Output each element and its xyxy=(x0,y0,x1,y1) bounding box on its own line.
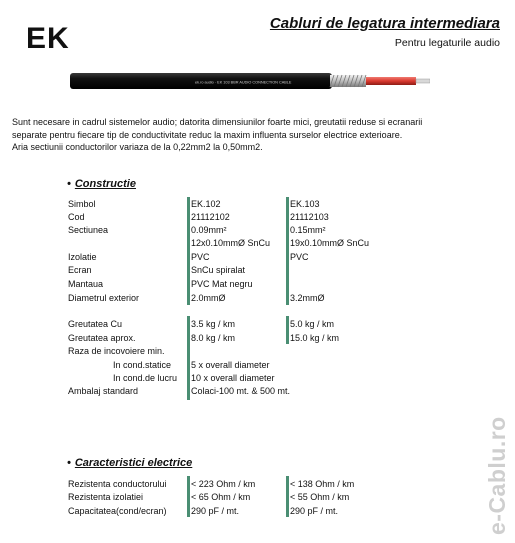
page-subtitle: Pentru legaturile audio xyxy=(394,37,500,49)
brand-logo: EK xyxy=(26,22,70,55)
column-divider xyxy=(187,476,190,517)
cable-conductor xyxy=(416,79,430,83)
svg-text:ek.ro audio · EK 103 BBR AUDIO: ek.ro audio · EK 103 BBR AUDIO CONNECTION CABLE xyxy=(195,80,292,85)
electrical-heading: • Caracteristici electrice xyxy=(67,457,193,469)
cable-illustration xyxy=(70,70,430,92)
site-watermark: e-Cablu.ro xyxy=(484,416,510,535)
page-title: Cabluri de legatura intermediara xyxy=(269,15,500,32)
column-divider xyxy=(286,197,289,305)
column-divider xyxy=(286,476,289,517)
construction-heading: • Constructie xyxy=(67,178,136,190)
column-divider xyxy=(286,316,289,344)
intro-text: Sunt necesare in cadrul sistemelor audio; datorita dimensiunilor foarte mici, greutatii reduse si ecranarii separate pentru fiecare tip de conductivitate reduc la maxim influenta surselor electrice exterioare. Aria sectiunii conductorilor variaza de la 0,22mm2 la 0,50mm2. xyxy=(12,117,423,152)
cable-insulation xyxy=(366,77,416,85)
column-divider xyxy=(187,316,190,400)
column-divider xyxy=(187,197,190,305)
